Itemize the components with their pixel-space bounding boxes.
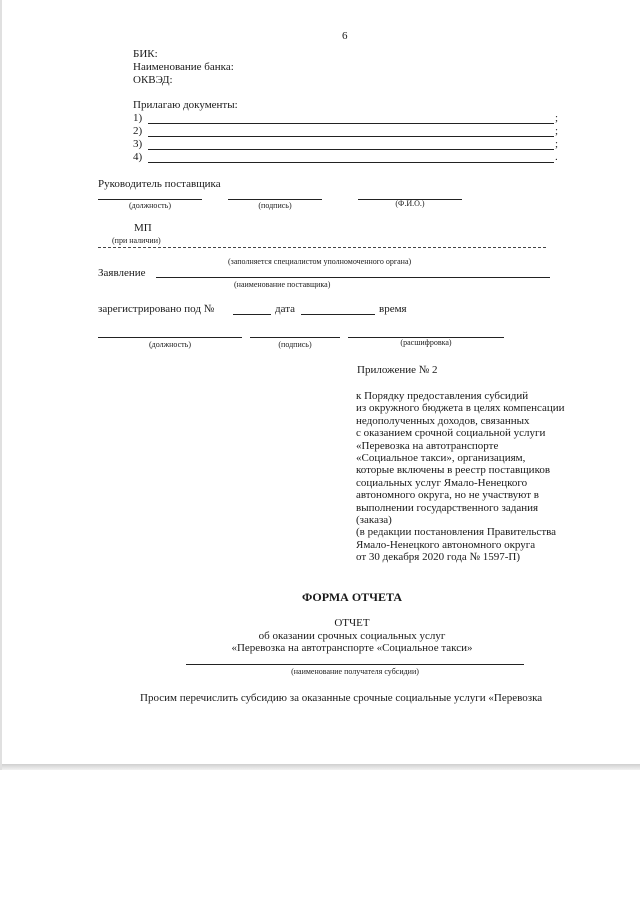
signature-line: [250, 337, 340, 338]
appendix-line: (заказа): [356, 514, 392, 527]
appendix-line: недополученных доходов, связанных: [356, 414, 530, 427]
attachment-number: 1): [133, 112, 143, 124]
caption-position: (должность): [129, 201, 171, 210]
attachments-heading: Прилагаю документы:: [133, 99, 238, 111]
appendix-line: из окружного бюджета в целях компенсации: [356, 402, 565, 415]
caption-name: (Ф.И.О.): [395, 199, 425, 208]
caption-signature: (подпись): [278, 340, 312, 349]
attachment-number: 2): [133, 125, 143, 137]
attachment-end: ;: [555, 138, 559, 150]
appendix-line: автономного округа, но не участвуют в: [356, 489, 539, 502]
appendix-line: «Перевозка на автотранспорте: [356, 439, 499, 452]
page-number: 6: [342, 30, 348, 42]
bank-name-label: Наименование банка:: [133, 61, 234, 73]
report-subtitle: об оказании срочных социальных услуг: [258, 630, 446, 642]
position-line: [98, 199, 202, 200]
stamp-label: МП: [134, 222, 152, 234]
attachment-end: ;: [555, 112, 559, 124]
caption-signature: (подпись): [258, 201, 292, 210]
attachment-number: 4): [133, 151, 143, 163]
bik-label: БИК:: [133, 48, 158, 60]
attachment-line: [148, 162, 554, 163]
report-heading: ОТЧЕТ: [334, 617, 370, 629]
statement-label: Заявление: [98, 267, 146, 279]
appendix-text: [356, 390, 608, 564]
supplier-name-line: [156, 277, 550, 278]
request-text: Просим перечислить субсидию за оказанные срочные социальные услуги «Перевозка: [140, 692, 543, 704]
appendix-title: Приложение № 2: [357, 364, 438, 376]
caption-position: (должность): [149, 340, 191, 349]
recipient-line: [186, 664, 524, 665]
attachment-number: 3): [133, 138, 143, 150]
filled-by-note: (заполняется специалистом уполномоченного органа): [228, 257, 412, 266]
appendix-line: выполнении государственного задания: [356, 501, 539, 514]
signature-line: [228, 199, 322, 200]
appendix-line: к Порядку предоставления субсидий: [356, 390, 529, 402]
scan-edge: [2, 764, 640, 770]
recipient-caption: (наименование получателя субсидии): [291, 667, 419, 676]
separator-line: [98, 247, 546, 248]
report-subtitle: «Перевозка на автотранспорте «Социальное такси»: [231, 642, 473, 654]
stamp-note: (при наличии): [112, 236, 161, 245]
appendix-line: Ямало-Ненецкого автономного округа: [356, 538, 536, 551]
attachment-end: ;: [555, 125, 559, 137]
appendix-line: социальных услуг Ямало-Ненецкого: [356, 476, 528, 489]
appendix-line: которые включены в реестр поставщиков: [356, 464, 551, 477]
time-label: время: [379, 303, 407, 315]
position-line: [98, 337, 242, 338]
appendix-line: от 30 декабря 2020 года № 1597-П): [356, 551, 521, 564]
appendix-line: «Социальное такси», организациям,: [356, 452, 526, 465]
supplier-name-caption: (наименование поставщика): [234, 280, 331, 289]
form-title: ФОРМА ОТЧЕТА: [301, 590, 403, 604]
registration-number-line: [233, 314, 271, 315]
date-label: дата: [275, 303, 296, 315]
attachment-end: .: [555, 151, 558, 163]
okved-label: ОКВЭД:: [133, 74, 173, 86]
attachment-line: [148, 136, 554, 137]
registered-label: зарегистрировано под №: [98, 303, 215, 315]
appendix-line: с оказанием срочной социальной услуги: [356, 427, 546, 440]
date-line: [301, 314, 375, 315]
attachment-line: [148, 123, 554, 124]
attachment-line: [148, 149, 554, 150]
appendix-line: (в редакции постановления Правительства: [356, 526, 557, 539]
supplier-head-label: Руководитель поставщика: [98, 178, 221, 190]
caption-decoding: (расшифровка): [400, 338, 452, 347]
